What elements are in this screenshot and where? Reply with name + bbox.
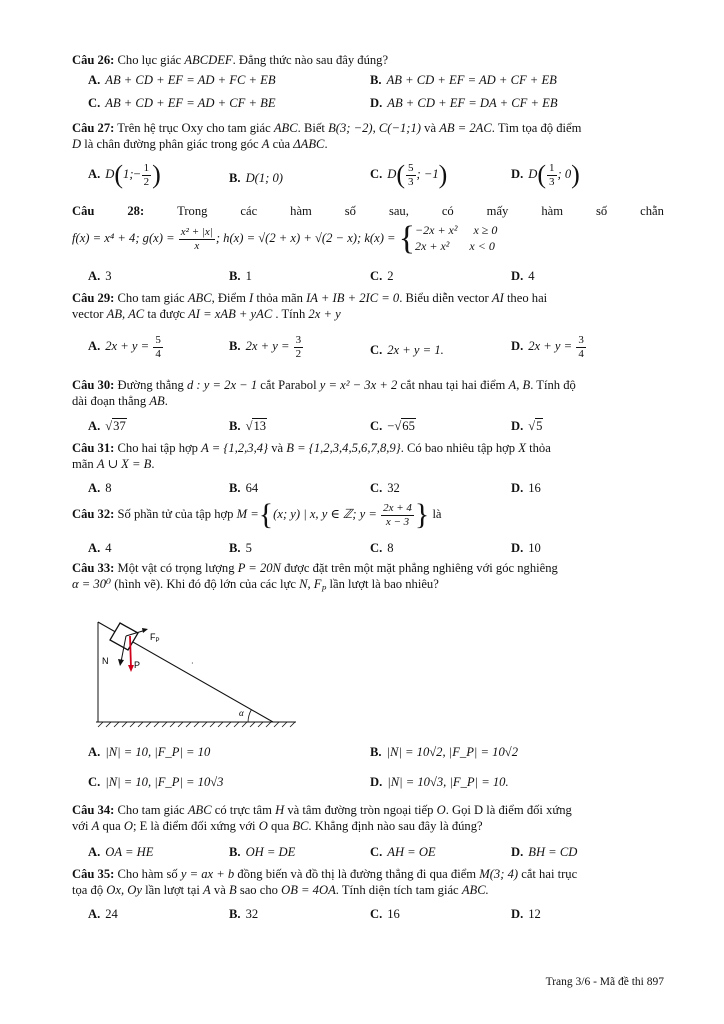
question-text: . Đẳng thức nào sau đây đúng? — [232, 53, 389, 67]
option-b: B. |N| = 10√2, |F_P| = 10√2 — [370, 745, 518, 759]
question-31: Câu 31: Cho hai tập hợp A = {1,2,3,4} và B = {1,2,3,4,5,6,7,8,9}. Có bao nhiêu tập hợp X thỏa mãn A ∪ X = B. — [72, 441, 551, 472]
option-b: B. AB + CD + EF = AD + CF + EB — [370, 73, 557, 87]
option-b: B. 2x + y = $\frac{3}{2}$ — [229, 334, 302, 360]
question-text: Cho lục giác — [117, 53, 182, 67]
options-row — [88, 72, 664, 92]
question-number: Câu — [72, 204, 95, 218]
option-a: A. |N| = 10, |F_P| = 10 — [88, 745, 211, 759]
option-c: C. 16 — [370, 907, 400, 921]
option-d: D. AB + CD + EF = DA + CF + EB — [370, 96, 558, 110]
option-a: A. AB + CD + EF = AD + FC + EB — [88, 73, 276, 87]
question-34: Câu 34: Cho tam giác ABC có trực tâm H và tâm đường tròn ngoại tiếp O. Gọi D là điểm đối xứng với A qua O; E là điểm đối xứng với O qua BC. Khẳng định nào sau đây là đúng? — [72, 803, 572, 834]
option-c: C. 2 — [370, 269, 394, 283]
question-33: Câu 33: Một vật có trọng lượng P = 20N được đặt trên một mặt phẳng nghiêng với góc nghiêng α = 30⁰ (hình vẽ). Khi đó độ lớn của các lực N, $F_P$ lần lượt là bao nhiêu? — [72, 561, 558, 594]
options-row — [88, 480, 664, 500]
question-number: Câu 27: — [72, 121, 115, 135]
alpha-label: α — [239, 708, 244, 718]
question-number: Câu 32: — [72, 506, 115, 521]
option-c: C. 2x + y = 1. — [370, 343, 444, 357]
ground-hatching — [98, 722, 295, 727]
option-c: C. D( $\frac{5}{3}$ ; −1) — [370, 160, 448, 190]
question-26 — [72, 52, 664, 68]
options-row — [88, 334, 664, 368]
question-number: Câu 33: — [72, 561, 115, 575]
inclined-plane-figure — [88, 610, 308, 730]
options-row — [88, 744, 664, 764]
question-number: Câu 29: — [72, 291, 115, 305]
question-27: Câu 27: Trên hệ trục Oxy cho tam giác ABC. Biết B(3; −2), C(−1;1) và AB = 2AC. Tìm tọa độ điểm D là chân đường phân giác trong góc A của ΔABC. — [72, 121, 582, 152]
fp-label: $F_P$ — [150, 632, 160, 644]
option-a: A. 4 — [88, 541, 112, 555]
fraction: $\frac{1}{3}$ — [549, 162, 555, 188]
options-row — [88, 418, 664, 438]
option-c: C. 8 — [370, 541, 394, 555]
option-c: C. AB + CD + EF = AD + CF + BE — [88, 96, 276, 110]
option-b: B. D(1; 0) — [229, 171, 283, 185]
fraction: $\frac{1}{2}$ — [143, 162, 150, 188]
arrowhead-n — [118, 659, 124, 666]
question-28-functions: f(x) = x⁴ + 4; g(x) = $\frac{\text{x² + |x|}}{x}$ ; h(x) = √(2 + x) + √(2 − x); k(x) = { −2x + x² x ≥ 0 2x + x² x < 0 — [72, 220, 498, 257]
question-35: Câu 35: Cho hàm số y = ax + b đồng biến và đồ thị là đường thẳng đi qua điểm M(3; 4) cắt hai trục tọa độ Ox, Oy lần lượt tại A và B sao cho OB = 4OA. Tính diện tích tam giác ABC. — [72, 867, 578, 898]
dot-mark: · — [191, 659, 194, 668]
option-a: A. 2x + y = $\frac{5}{4}$ — [88, 334, 161, 360]
option-d: D. 4 — [511, 269, 535, 283]
option-c: C. |N| = 10, |F_P| = 10√3 — [88, 775, 224, 789]
option-d: D. 2x + y = $\frac{3}{4}$ — [511, 334, 584, 360]
weight-arrow — [130, 636, 131, 668]
angle-arc — [248, 710, 252, 723]
option-d: D. |N| = 10√3, |F_P| = 10. — [370, 775, 509, 789]
question-32: Câu 32: Số phần tử của tập hợp M ={(x; y) | x, y ∈ ℤ; y = $\frac{2x + 4}{x - 3}$ } là — [72, 498, 442, 531]
option-d: D. √5 — [511, 419, 543, 433]
option-a: A. D(1;− $\frac{1}{2}$ ) — [88, 160, 161, 190]
fraction: $\frac{\text{x² + |x|}}{x}$ — [180, 225, 213, 252]
question-number: Câu 26: — [72, 53, 115, 67]
option-b: B. 5 — [229, 541, 252, 555]
option-a: A. 24 — [88, 907, 118, 921]
question-30: Câu 30: Đường thẳng d : y = 2x − 1 cắt Parabol y = x² − 3x + 2 cắt nhau tại hai điểm A, B. Tính độ dài đoạn thẳng AB. — [72, 378, 576, 409]
question-number: Câu 31: — [72, 441, 115, 455]
piecewise-cases: −2x + x² x ≥ 0 2x + x² x < 0 — [415, 223, 498, 253]
option-b: B. √13 — [229, 419, 267, 433]
option-b: B. OH = DE — [229, 845, 296, 859]
question-number: Câu 35: — [72, 867, 115, 881]
question-28: Câu 28: Trong các hàm số sau, có mấy hàm số chẵn — [72, 204, 664, 218]
options-row — [88, 906, 664, 926]
question-29: Câu 29: Cho tam giác ABC, Điểm I thỏa mãn IA + IB + 2IC = 0. Biểu diễn vector AI theo hai vector AB, AC ta được AI = xAB + yAC . Tính 2x + y — [72, 291, 548, 322]
options-row — [88, 844, 664, 864]
options-row — [88, 774, 664, 794]
fraction: $\frac{5}{3}$ — [408, 162, 414, 188]
p-label: P — [134, 660, 141, 670]
option-b: B. 32 — [229, 907, 259, 921]
option-a: A. 8 — [88, 481, 112, 495]
option-c: C. AH = OE — [370, 845, 436, 859]
option-d: D. BH = CD — [511, 845, 578, 859]
option-c: C. 32 — [370, 481, 400, 495]
option-b: B. 1 — [229, 269, 252, 283]
option-a: A. OA = HE — [88, 845, 154, 859]
option-a: A. 3 — [88, 269, 112, 283]
question-number: Câu 30: — [72, 378, 115, 392]
option-a: A. √37 — [88, 419, 126, 433]
option-c: C. −√65 — [370, 419, 415, 433]
question-number: Câu 34: — [72, 803, 115, 817]
option-b: B. 64 — [229, 481, 259, 495]
options-row — [88, 162, 664, 196]
options-row — [88, 540, 664, 560]
n-label: N — [102, 656, 109, 666]
arrowhead-fp — [142, 628, 148, 633]
option-d: D. D( $\frac{1}{3}$ ; 0) — [511, 160, 580, 190]
options-row — [88, 268, 664, 288]
math-expr: ABCDEF — [184, 53, 233, 67]
page-footer: Trang 3/6 - Mã đề thi 897 — [545, 976, 664, 988]
option-d: D. 16 — [511, 481, 541, 495]
options-row — [88, 95, 664, 115]
option-d: D. 12 — [511, 907, 541, 921]
option-d: D. 10 — [511, 541, 541, 555]
